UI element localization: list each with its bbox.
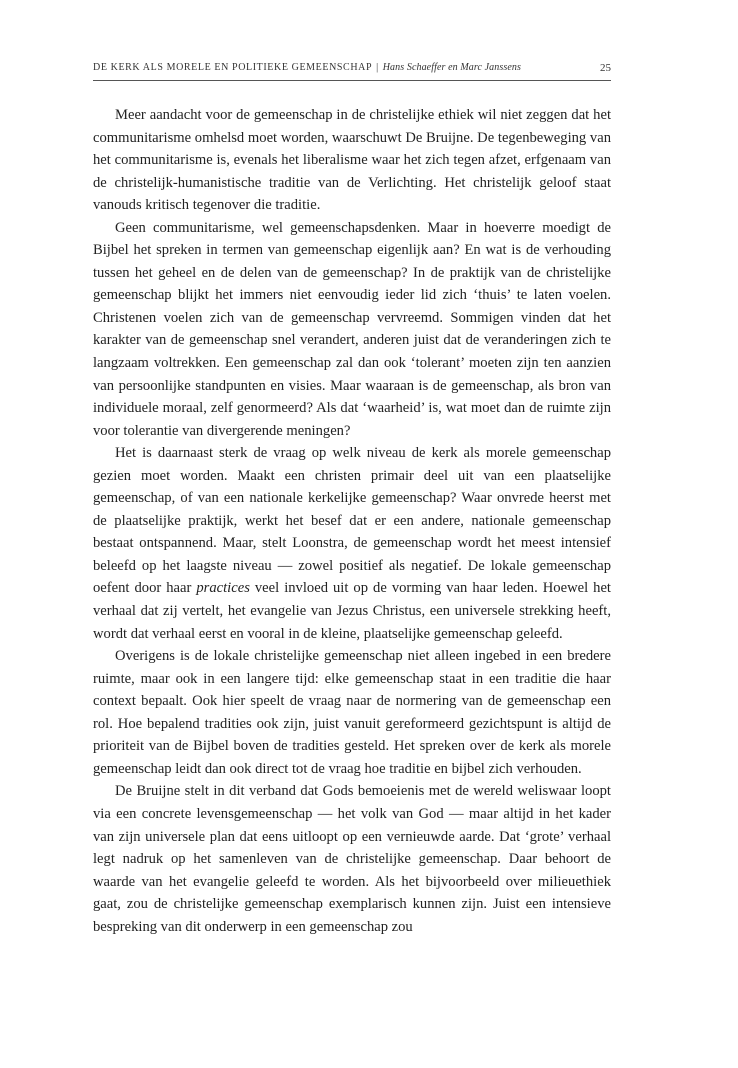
paragraph-3-part-1: Het is daarnaast sterk de vraag op welk niveau de kerk als morele gemeenschap gezien moet worden. Maakt een christen primair deel uit van een plaatselijke gemeenschap, of van een nationale kerkelijke gemeenschap? Waar onvrede heerst met de plaatselijke praktijk, werkt het besef dat er een andere, nationale gemeenschap bestaat ontspannend. Maar, stelt Loonstra, de gemeenschap wordt het meest intensief beleefd op het laagste niveau — zowel positief als negatief. De lokale gemeenschap oefent door haar: [93, 445, 611, 597]
paragraph-3-part-2: veel invloed uit op de vorming van haar leden. Hoewel het verhaal dat zij vertelt, het evangelie van Jezus Christus, een universele strekking heeft, wordt dat verhaal eerst en vooral in de kleine, plaatselijke gemeenschap geleefd.: [93, 580, 611, 642]
paragraph-2: Geen communitarisme, wel gemeenschapsdenken. Maar in hoeverre moedigt de Bijbel het spreken in termen van gemeenschap eigenlijk aan? En wat is de verhouding tussen het geheel en de delen van de gemeenschap? In de praktijk van de christelijke gemeenschap blijkt het immers niet eenvoudig ieder lid zich ‘thuis’ te laten voelen. Christenen voelen zich van de gemeenschap vervreemd. Sommigen vinden dat het karakter van de gemeenschap snel verandert, anderen juist dat de veranderingen zich te langzaam voltrekken. Een gemeenschap zal dan ook ‘tolerant’ moeten zijn ten aanzien van persoonlijke standpunten en visies. Maar waaraan is de gemeenschap, als bron van individuele moraal, zelf genormeerd? Als dat ‘waarheid’ is, wat moet dan de ruimte zijn voor tolerantie van divergerende meningen?: [93, 219, 611, 439]
running-header-separator: |: [376, 62, 379, 73]
body-text: [93, 104, 611, 938]
running-header-title: DE KERK ALS MORELE EN POLITIEKE GEMEENSCHAP: [93, 62, 373, 73]
paragraph-5: De Bruijne stelt in dit verband dat Gods bemoeienis met de wereld weliswaar loopt via een concrete levensgemeenschap — het volk van God — maar altijd in het kader van zijn universele plan dat eens uitloopt op een vernieuwde aarde. Dat ‘grote’ verhaal legt nadruk op het samenleven van de christelijke gemeenschap. Daar behoort de waarde van het evangelie geleefd te worden. Als het bijvoorbeeld over milieuethiek gaat, zou de christelijke gemeenschap exemplarisch kunnen zijn. Juist een intensieve bespreking van dit onderwerp in een gemeenschap zou: [93, 783, 611, 935]
paragraph-4: Overigens is de lokale christelijke gemeenschap niet alleen ingebed in een bredere ruimte, maar ook in een langere tijd: elke gemeenschap staat in een traditie die haar context bepaalt. Ook hier speelt de vraag naar de normering van de gemeenschap een rol. Hoe bepalend tradities ook zijn, juist vanuit gereformeerd gezichtspunt is altijd de prioriteit van de Bijbel boven de tradities gesteld. Het spreken over de kerk als morele gemeenschap leidt dan ook direct tot de vraag hoe traditie en bijbel zich verhouden.: [93, 648, 611, 777]
running-header: [93, 62, 611, 78]
header-rule: [93, 80, 611, 81]
paragraph-3: [93, 442, 611, 645]
paragraph-3-emphasis: practices: [196, 580, 250, 597]
paragraph-1: Meer aandacht voor de gemeenschap in de christelijke ethiek wil niet zeggen dat het communitarisme omhelsd moet worden, waarschuwt De Bruijne. De tegenbeweging van het communitarisme is, evenals het liberalisme waar het zich tegen afzet, erfgenaam van de christelijk-humanistische traditie van de Verlichting. Het christelijk geloof staat vanouds kritisch tegenover die traditie.: [93, 107, 611, 214]
page-number: 25: [600, 62, 611, 74]
running-header-authors: Hans Schaeffer en Marc Janssens: [382, 62, 521, 73]
